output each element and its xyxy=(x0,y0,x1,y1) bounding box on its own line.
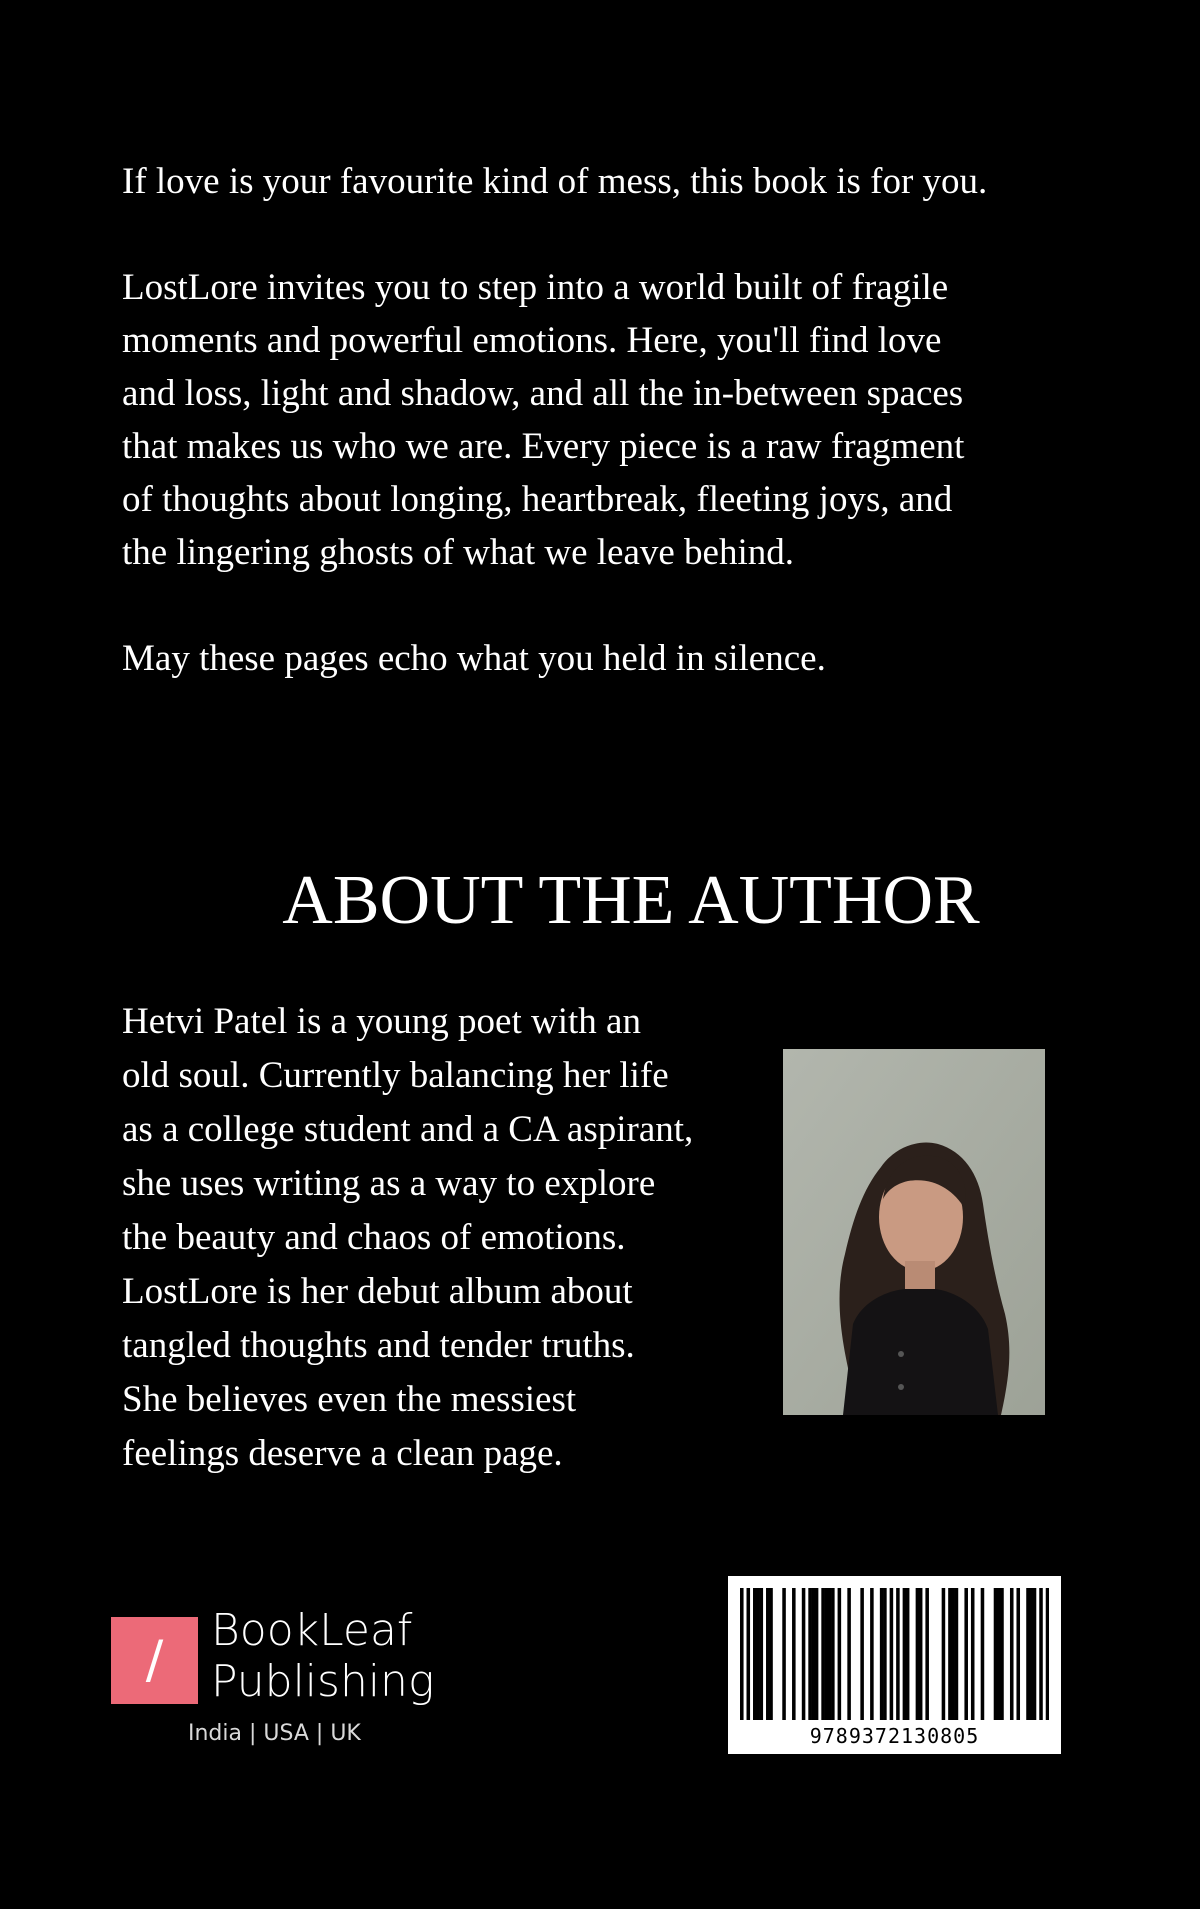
barcode-bar xyxy=(948,1588,952,1720)
barcode-bar xyxy=(942,1588,946,1720)
author-bio: Hetvi Patel is a young poet with an old soul. Currently balancing her life as a college student and a CA aspirant, she uses writing as a way to explore the beauty and chaos of emotions. LostLore is her debut album about tangled thoughts and tender truths. She believes even the messiest feelings deserve a clean page. xyxy=(122,1001,694,1474)
barcode-bar xyxy=(925,1588,929,1720)
isbn-number: 9789372130805 xyxy=(809,1724,980,1748)
barcode-bar xyxy=(971,1588,975,1720)
publisher-slash-mark: / xyxy=(111,1617,198,1704)
barcode-bars xyxy=(740,1588,1049,1720)
barcode-bar xyxy=(916,1588,920,1720)
barcode-bar xyxy=(860,1588,864,1720)
barcode-bar xyxy=(756,1588,760,1720)
barcode-bar xyxy=(994,1588,998,1720)
barcode-bar xyxy=(760,1588,764,1720)
about-author-heading: ABOUT THE AUTHOR xyxy=(282,862,980,939)
barcode-bar xyxy=(769,1588,773,1720)
publisher-name-line2: Publishing xyxy=(211,1656,435,1707)
barcode-bar xyxy=(1033,1588,1037,1720)
barcode-bar xyxy=(1029,1588,1033,1720)
barcode-bar xyxy=(747,1588,751,1720)
publisher-regions: India | USA | UK xyxy=(188,1721,361,1746)
publisher-wordmark xyxy=(211,1605,434,1707)
barcode-bar xyxy=(997,1588,1001,1720)
barcode-bar xyxy=(903,1588,907,1720)
barcode-bar xyxy=(782,1588,786,1720)
isbn-barcode xyxy=(728,1576,1061,1754)
barcode-bar xyxy=(831,1588,835,1720)
barcode-bar xyxy=(825,1588,829,1720)
barcode-bar xyxy=(1046,1588,1049,1720)
barcode-bar xyxy=(828,1588,832,1720)
author-photo xyxy=(783,1049,1045,1415)
barcode-bar xyxy=(766,1588,770,1720)
back-cover-blurb xyxy=(122,155,1002,685)
barcode-bar xyxy=(906,1588,910,1720)
barcode-bar xyxy=(812,1588,816,1720)
barcode-bar xyxy=(951,1588,955,1720)
barcode-bar xyxy=(1010,1588,1014,1720)
barcode-bar xyxy=(740,1588,744,1720)
barcode-bar xyxy=(838,1588,842,1720)
barcode-bar xyxy=(792,1588,796,1720)
barcode-bar xyxy=(964,1588,968,1720)
barcode-bar xyxy=(890,1588,894,1720)
barcode-bar xyxy=(883,1588,887,1720)
barcode-bar xyxy=(919,1588,923,1720)
barcode-bar xyxy=(802,1588,806,1720)
barcode-bar xyxy=(870,1588,874,1720)
barcode-bar xyxy=(821,1588,825,1720)
barcode-bar xyxy=(955,1588,959,1720)
barcode-bar xyxy=(981,1588,985,1720)
barcode-bar xyxy=(1016,1588,1020,1720)
barcode-bar xyxy=(815,1588,819,1720)
barcode-bar xyxy=(1026,1588,1030,1720)
blurb-paragraph-1: If love is your favourite kind of mess, this book is for you. xyxy=(122,161,988,202)
barcode-bar xyxy=(808,1588,812,1720)
barcode-bar xyxy=(753,1588,757,1720)
barcode-bar xyxy=(896,1588,900,1720)
barcode-bar xyxy=(1000,1588,1004,1720)
blurb-paragraph-3: May these pages echo what you held in silence. xyxy=(122,638,826,679)
barcode-bar xyxy=(1039,1588,1043,1720)
barcode-bar xyxy=(847,1588,851,1720)
publisher-name-line1: BookLeaf xyxy=(211,1605,413,1656)
barcode-bar xyxy=(880,1588,884,1720)
blurb-paragraph-2: LostLore invites you to step into a world built of fragile moments and powerful emotions. Here, you'll find love and loss, light and shadow, and all the in-between spaces that makes us who we are. Every piece is a raw fragment of thoughts about longing, heartbreak, fleeting joys, and the lingering ghosts of what we leave behind. xyxy=(122,267,965,573)
